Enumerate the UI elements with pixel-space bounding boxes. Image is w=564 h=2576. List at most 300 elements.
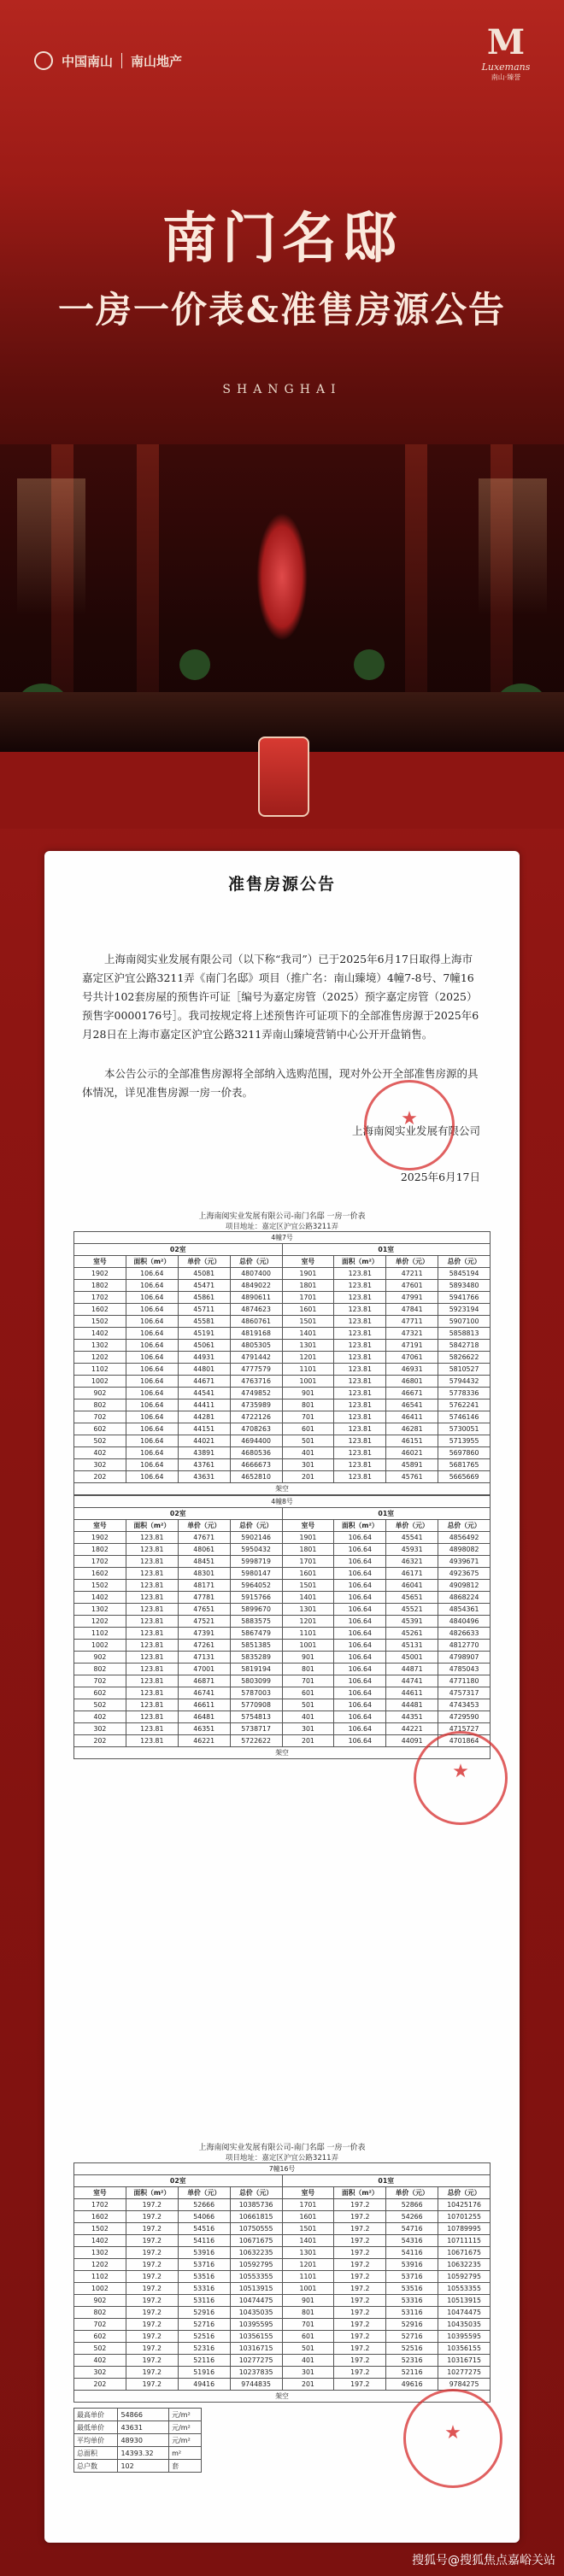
table-cell: 54066 — [178, 2211, 230, 2223]
table-cell: 4666673 — [230, 1459, 282, 1471]
table-cell: 10356155 — [230, 2331, 282, 2343]
table-cell: 123.81 — [126, 1568, 178, 1580]
table-cell: 197.2 — [334, 2211, 386, 2223]
table-cell: 123.81 — [334, 1280, 386, 1292]
seal-star-icon: ★ — [401, 1108, 418, 1130]
table-cell: 45651 — [386, 1592, 438, 1604]
table-cell: 1302 — [74, 2247, 126, 2259]
table-cell: 4909812 — [438, 1580, 491, 1592]
table-cell: 4652810 — [230, 1471, 282, 1483]
nanshan-logo-icon — [34, 51, 53, 70]
table-cell: 10237835 — [230, 2367, 282, 2379]
table-row — [74, 2355, 491, 2367]
table-cell: 52516 — [178, 2331, 230, 2343]
table-cell: 5803099 — [230, 1675, 282, 1687]
table-cell: 1402 — [74, 1592, 126, 1604]
table-cell: 43631 — [178, 1471, 230, 1483]
table-cell: 1402 — [74, 2235, 126, 2247]
table-row — [74, 2223, 491, 2235]
table-cell: 4785043 — [438, 1664, 491, 1675]
table-cell: 123.81 — [126, 1640, 178, 1652]
table-cell: 602 — [74, 1687, 126, 1699]
table-cell: 47521 — [178, 1616, 230, 1628]
empty-floor-label: 架空 — [74, 1747, 491, 1759]
summary-label: 平均单价 — [74, 2434, 118, 2447]
table-cell: 702 — [74, 1675, 126, 1687]
notice-title: 准售房源公告 — [227, 875, 336, 894]
pillar — [405, 444, 427, 701]
table-cell: 46541 — [386, 1399, 438, 1411]
unit-label: 01室 — [282, 1244, 491, 1256]
table-cell: 197.2 — [126, 2331, 178, 2343]
table-cell: 201 — [282, 1471, 334, 1483]
table-cell: 123.81 — [334, 1423, 386, 1435]
table-cell: 53916 — [386, 2259, 438, 2271]
table-cell: 1601 — [282, 1568, 334, 1580]
header-row — [74, 1256, 491, 1268]
table-cell: 401 — [282, 2355, 334, 2367]
table-cell: 197.2 — [334, 2367, 386, 2379]
table-row — [74, 1471, 491, 1483]
summary-value: 54866 — [118, 2409, 169, 2421]
light — [479, 478, 547, 615]
table-cell: 44481 — [386, 1699, 438, 1711]
table-cell: 1301 — [282, 1604, 334, 1616]
table-cell: 5915766 — [230, 1592, 282, 1604]
plant — [354, 649, 385, 680]
table-cell: 4680536 — [230, 1447, 282, 1459]
table-row — [74, 2307, 491, 2319]
table-cell: 45861 — [178, 1292, 230, 1304]
table-cell: 10592795 — [438, 2271, 491, 2283]
company-seal — [414, 1731, 508, 1825]
table-cell: 1001 — [282, 2283, 334, 2295]
table-cell: 123.81 — [126, 1628, 178, 1640]
table-cell: 4898082 — [438, 1544, 491, 1556]
table-cell: 47841 — [386, 1304, 438, 1316]
summary-value: 14393.32 — [118, 2447, 169, 2460]
table-cell: 1601 — [282, 1304, 334, 1316]
empty-floor-label: 架空 — [74, 1483, 491, 1495]
table-cell: 1301 — [282, 1340, 334, 1352]
column-header: 总价（元） — [438, 2187, 491, 2199]
table-cell: 47131 — [178, 1652, 230, 1664]
unit-row — [74, 1244, 491, 1256]
table-cell: 197.2 — [334, 2247, 386, 2259]
red-sculpture — [256, 513, 308, 641]
table-cell: 106.64 — [334, 1652, 386, 1664]
table-cell: 1102 — [74, 2271, 126, 2283]
unit-label: 02室 — [74, 1244, 283, 1256]
table-cell: 5845194 — [438, 1268, 491, 1280]
table-cell: 10356155 — [438, 2343, 491, 2355]
table-cell: 202 — [74, 1471, 126, 1483]
table-cell: 47601 — [386, 1280, 438, 1292]
table-cell: 45261 — [386, 1628, 438, 1640]
table-cell: 1701 — [282, 1556, 334, 1568]
table-cell: 4777579 — [230, 1364, 282, 1376]
table-cell: 123.81 — [334, 1268, 386, 1280]
column-header: 室号 — [282, 1520, 334, 1532]
column-header: 室号 — [74, 1520, 126, 1532]
table-row — [74, 1568, 491, 1580]
brand-sub: 南山·臻誉 — [491, 73, 521, 81]
unit-label: 01室 — [282, 2175, 491, 2187]
table-cell: 106.64 — [126, 1411, 178, 1423]
summary-value: 102 — [118, 2460, 169, 2473]
summary-unit: 元/m² — [169, 2434, 202, 2447]
table-cell: 106.64 — [126, 1352, 178, 1364]
table-cell: 53116 — [386, 2307, 438, 2319]
table-row — [74, 2211, 491, 2223]
table-cell: 123.81 — [126, 1544, 178, 1556]
table-cell: 502 — [74, 2343, 126, 2355]
table-row — [74, 2295, 491, 2307]
table-cell: 52316 — [386, 2355, 438, 2367]
table-cell: 46171 — [386, 1568, 438, 1580]
table-cell: 902 — [74, 2295, 126, 2307]
table-cell: 44021 — [178, 1435, 230, 1447]
table-cell: 47391 — [178, 1628, 230, 1640]
seal-star-icon: ★ — [452, 1761, 469, 1782]
table-cell: 4826633 — [438, 1628, 491, 1640]
table-cell: 45521 — [386, 1604, 438, 1616]
announcement-subtitle: 一房一价表&准售房源公告 — [58, 289, 506, 331]
table-row — [74, 2379, 491, 2391]
table-cell: 43891 — [178, 1447, 230, 1459]
table-cell: 901 — [282, 2295, 334, 2307]
table-cell: 46351 — [178, 1723, 230, 1735]
table-cell: 52866 — [386, 2199, 438, 2211]
table-cell: 44281 — [178, 1411, 230, 1423]
table-cell: 1301 — [282, 2247, 334, 2259]
table-cell: 45191 — [178, 1328, 230, 1340]
table-cell: 123.81 — [126, 1652, 178, 1664]
company-seal — [403, 2389, 502, 2488]
table-cell: 44871 — [386, 1664, 438, 1675]
table-cell: 197.2 — [126, 2223, 178, 2235]
emblem-icon — [258, 736, 309, 817]
table-row — [74, 1364, 491, 1376]
summary-row — [74, 2409, 202, 2421]
empty-row — [74, 1483, 491, 1495]
table-cell: 46611 — [178, 1699, 230, 1711]
summary-label: 最高单价 — [74, 2409, 118, 2421]
table-row — [74, 2271, 491, 2283]
empty-floor-label: 架空 — [74, 2391, 491, 2403]
table-cell: 902 — [74, 1388, 126, 1399]
table-cell: 5902146 — [230, 1532, 282, 1544]
table-cell: 106.64 — [334, 1592, 386, 1604]
table-cell: 5980147 — [230, 1568, 282, 1580]
table-cell: 197.2 — [334, 2295, 386, 2307]
table-cell: 1502 — [74, 2223, 126, 2235]
table-subtitle: 项目地址：嘉定区沪宜公路3211弄 — [225, 2154, 339, 2162]
table-cell: 46041 — [386, 1580, 438, 1592]
table-cell: 1702 — [74, 1556, 126, 1568]
table-cell: 52916 — [178, 2307, 230, 2319]
header-banner — [0, 0, 564, 829]
table-cell: 4923675 — [438, 1568, 491, 1580]
table-cell: 10513915 — [230, 2283, 282, 2295]
table-cell: 4840496 — [438, 1616, 491, 1628]
table-cell: 702 — [74, 1411, 126, 1423]
table-row — [74, 1340, 491, 1352]
table-cell: 43761 — [178, 1459, 230, 1471]
building-label: 4幢8号 — [74, 1496, 491, 1508]
table-cell: 106.64 — [334, 1628, 386, 1640]
unit-label: 02室 — [74, 2175, 283, 2187]
table-cell: 53916 — [178, 2247, 230, 2259]
table-cell: 1302 — [74, 1604, 126, 1616]
table-row — [74, 1280, 491, 1292]
table-cell: 45471 — [178, 1280, 230, 1292]
table-cell: 602 — [74, 1423, 126, 1435]
table-cell: 197.2 — [126, 2295, 178, 2307]
table-cell: 46411 — [386, 1411, 438, 1423]
table-cell: 5730051 — [438, 1423, 491, 1435]
table-cell: 1001 — [282, 1640, 334, 1652]
table-cell: 4819168 — [230, 1328, 282, 1340]
table-cell: 48061 — [178, 1544, 230, 1556]
table-cell: 106.64 — [126, 1364, 178, 1376]
table-cell: 10671675 — [438, 2247, 491, 2259]
table-row — [74, 2235, 491, 2247]
table-cell: 801 — [282, 1664, 334, 1675]
table-cell: 123.81 — [126, 1604, 178, 1616]
column-header: 单价（元） — [386, 1520, 438, 1532]
table-cell: 802 — [74, 1664, 126, 1675]
table-cell: 1501 — [282, 2223, 334, 2235]
table-cell: 602 — [74, 2331, 126, 2343]
table-cell: 801 — [282, 2307, 334, 2319]
table-cell: 5893480 — [438, 1280, 491, 1292]
column-header: 单价（元） — [386, 1256, 438, 1268]
table-cell: 106.64 — [126, 1304, 178, 1316]
table-row — [74, 1459, 491, 1471]
table-cell: 54516 — [178, 2223, 230, 2235]
banner-bottom — [0, 752, 564, 829]
table-cell: 902 — [74, 1652, 126, 1664]
table-cell: 4805305 — [230, 1340, 282, 1352]
plant — [179, 649, 210, 680]
table-row — [74, 1652, 491, 1664]
table-cell: 106.64 — [334, 1735, 386, 1747]
table-row — [74, 1352, 491, 1364]
brand-logo — [480, 24, 532, 82]
table-cell: 123.81 — [126, 1699, 178, 1711]
table-cell: 45581 — [178, 1316, 230, 1328]
table-cell: 47191 — [386, 1340, 438, 1352]
column-header: 面积（m²） — [334, 1256, 386, 1268]
table-row — [74, 1316, 491, 1328]
table-cell: 9744835 — [230, 2379, 282, 2391]
table-cell: 46321 — [386, 1556, 438, 1568]
table-row — [74, 2331, 491, 2343]
table-cell: 1802 — [74, 1280, 126, 1292]
table-cell: 10385736 — [230, 2199, 282, 2211]
table-cell: 802 — [74, 1399, 126, 1411]
summary-row — [74, 2434, 202, 2447]
summary-label: 总户数 — [74, 2460, 118, 2473]
table-cell: 4856492 — [438, 1532, 491, 1544]
table-cell: 5738717 — [230, 1723, 282, 1735]
summary-table — [73, 2408, 202, 2473]
table-row — [74, 1616, 491, 1628]
table-cell: 106.64 — [126, 1459, 178, 1471]
table-cell: 501 — [282, 1699, 334, 1711]
table-cell: 1102 — [74, 1364, 126, 1376]
table-cell: 1702 — [74, 1292, 126, 1304]
table-row — [74, 1328, 491, 1340]
table-cell: 5697860 — [438, 1447, 491, 1459]
table-cell: 44611 — [386, 1687, 438, 1699]
table-cell: 5923194 — [438, 1304, 491, 1316]
table-cell: 197.2 — [334, 2259, 386, 2271]
table-cell: 44351 — [386, 1711, 438, 1723]
table-cell: 10474475 — [438, 2307, 491, 2319]
watermark: 搜狐号@搜狐焦点嘉峪关站 — [412, 2554, 555, 2567]
table-cell: 5810527 — [438, 1364, 491, 1376]
table-row — [74, 1544, 491, 1556]
building-label: 4幢7号 — [74, 1232, 491, 1244]
table-cell: 801 — [282, 1399, 334, 1411]
table-cell: 106.64 — [334, 1532, 386, 1544]
table-cell: 45001 — [386, 1652, 438, 1664]
table-cell: 5819194 — [230, 1664, 282, 1675]
table-cell: 123.81 — [126, 1580, 178, 1592]
column-header: 单价（元） — [178, 1256, 230, 1268]
summary-unit: 元/m² — [169, 2409, 202, 2421]
table-cell: 46801 — [386, 1376, 438, 1388]
table-cell: 5842718 — [438, 1340, 491, 1352]
table-cell: 53716 — [386, 2271, 438, 2283]
table-cell: 501 — [282, 1435, 334, 1447]
lobby-image — [0, 444, 564, 752]
table-cell: 52716 — [386, 2331, 438, 2343]
company-seal — [364, 1080, 455, 1171]
table-cell: 44221 — [386, 1723, 438, 1735]
table-cell: 1101 — [282, 1364, 334, 1376]
table-cell: 401 — [282, 1711, 334, 1723]
table-cell: 1602 — [74, 1568, 126, 1580]
table-row — [74, 1292, 491, 1304]
table-cell: 1602 — [74, 1304, 126, 1316]
table-cell: 1201 — [282, 1352, 334, 1364]
table-cell: 52116 — [386, 2367, 438, 2379]
table-cell: 1201 — [282, 1616, 334, 1628]
column-header: 单价（元） — [178, 2187, 230, 2199]
summary-value: 43631 — [118, 2421, 169, 2434]
table-cell: 123.81 — [126, 1711, 178, 1723]
table-row — [74, 1723, 491, 1735]
table-cell: 123.81 — [334, 1304, 386, 1316]
column-header: 总价（元） — [230, 1520, 282, 1532]
table-cell: 45061 — [178, 1340, 230, 1352]
summary-row — [74, 2447, 202, 2460]
unit-label: 02室 — [74, 1508, 283, 1520]
unit-row — [74, 2175, 491, 2187]
table-cell: 1802 — [74, 1544, 126, 1556]
unit-row — [74, 1508, 491, 1520]
table-cell: 52916 — [386, 2319, 438, 2331]
table-row — [74, 1423, 491, 1435]
table-cell: 5941766 — [438, 1292, 491, 1304]
table-cell: 106.64 — [126, 1435, 178, 1447]
table-cell: 5794432 — [438, 1376, 491, 1388]
table-cell: 9784275 — [438, 2379, 491, 2391]
table-cell: 106.64 — [334, 1556, 386, 1568]
table-cell: 123.81 — [126, 1675, 178, 1687]
table-cell: 53116 — [178, 2295, 230, 2307]
table-cell: 46741 — [178, 1687, 230, 1699]
table-title: 上海南阅实业发展有限公司-南门名邸 一房一价表 — [198, 1212, 366, 1221]
table-cell: 10435035 — [230, 2307, 282, 2319]
table-cell: 601 — [282, 2331, 334, 2343]
signing-date: 2025年6月17日 — [400, 1171, 480, 1183]
table-cell: 4798907 — [438, 1652, 491, 1664]
table-cell: 4849022 — [230, 1280, 282, 1292]
table-cell: 46871 — [178, 1675, 230, 1687]
table-cell: 106.64 — [334, 1723, 386, 1735]
table-cell: 1602 — [74, 2211, 126, 2223]
seal-star-icon: ★ — [444, 2422, 461, 2444]
table-cell: 54116 — [386, 2247, 438, 2259]
table-cell: 51916 — [178, 2367, 230, 2379]
summary-unit: 元/m² — [169, 2421, 202, 2434]
table-cell: 201 — [282, 2379, 334, 2391]
developer-logos — [34, 51, 182, 70]
table-row — [74, 1268, 491, 1280]
table-cell: 45711 — [178, 1304, 230, 1316]
table-cell: 1502 — [74, 1316, 126, 1328]
table-cell: 4791442 — [230, 1352, 282, 1364]
table-cell: 123.81 — [334, 1364, 386, 1376]
building-row — [74, 2163, 491, 2175]
table-cell: 106.64 — [126, 1376, 178, 1388]
table-cell: 49616 — [386, 2379, 438, 2391]
table-cell: 46021 — [386, 1447, 438, 1459]
table-cell: 5899670 — [230, 1604, 282, 1616]
table-cell: 197.2 — [126, 2247, 178, 2259]
table-cell: 4722126 — [230, 1411, 282, 1423]
table-cell: 197.2 — [126, 2307, 178, 2319]
table-cell: 52116 — [178, 2355, 230, 2367]
table-cell: 123.81 — [334, 1459, 386, 1471]
table-cell: 106.64 — [126, 1447, 178, 1459]
table-cell: 47261 — [178, 1640, 230, 1652]
table-cell: 5851385 — [230, 1640, 282, 1652]
table-row — [74, 1447, 491, 1459]
table-cell: 123.81 — [334, 1328, 386, 1340]
column-header: 单价（元） — [386, 2187, 438, 2199]
table-cell: 1502 — [74, 1580, 126, 1592]
table-cell: 197.2 — [334, 2331, 386, 2343]
table-cell: 5858813 — [438, 1328, 491, 1340]
table-cell: 106.64 — [126, 1471, 178, 1483]
column-header: 面积（m²） — [126, 1256, 178, 1268]
table-cell: 1001 — [282, 1376, 334, 1388]
table-cell: 1102 — [74, 1628, 126, 1640]
table-cell: 48301 — [178, 1568, 230, 1580]
table-cell: 123.81 — [334, 1352, 386, 1364]
column-header: 总价（元） — [230, 2187, 282, 2199]
table-subtitle: 项目地址：嘉定区沪宜公路3211弄 — [225, 1223, 339, 1231]
table-cell: 54266 — [386, 2211, 438, 2223]
table-cell: 10592795 — [230, 2259, 282, 2271]
table-cell: 10553355 — [230, 2271, 282, 2283]
unit-label: 01室 — [282, 1508, 491, 1520]
